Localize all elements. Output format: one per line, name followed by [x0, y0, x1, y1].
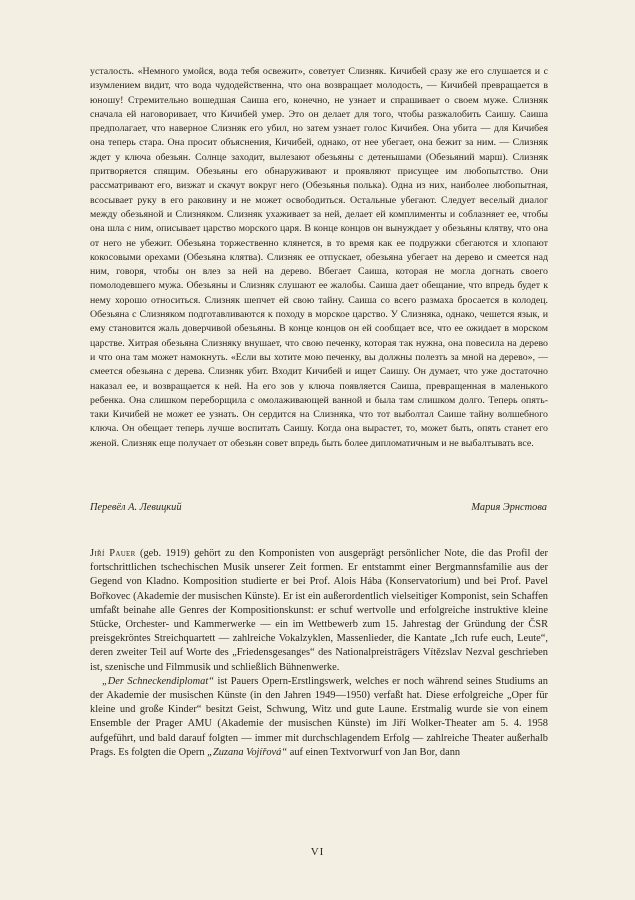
opera-title: „Der Schneckendiplomat“ — [102, 675, 214, 687]
translator-credit: Перевёл А. Левицкий — [90, 502, 182, 513]
bio-paragraph: Jiří Pauer (geb. 1919) gehört zu den Komponisten von ausgeprägt persönlicher Note, die das Profil der fortschrittlichen tschechischen Musik unserer Zeit formen. Er entstammt einer Bergmannsfamilie aus der Gegend von Kladno. Komposition studierte er bei Prof. Alois Hába (Konservatorium) und bei Prof. Pavel Bořkovec (Akademie der musischen Künste). Er ist ein außerordentlich vielseitiger Komponist, sein Schaffen umfaßt beinahe alle Genres der Kompositionskunst: er schuf wertvolle und erfolgreiche instruktive kleine Stücke, Orchester- und Kammerwerke — ein im Wettbewerb zum 15. Jahrestag der Gründung der ČSR preisgekröntes Streichquartett — zahlreiche Vokalzyklen, Massenlieder, die Kantate „Ich rufe euch, Leute“, deren zweiter Teil auf Worte des „Friedensgesanges“ des Nationalpreisträgers Vítězslav Nezval geschrieben ist, szenische und Filmmusik und schließlich Bühnenwerke. — [90, 548, 548, 673]
composer-name: Jiří Pauer — [90, 548, 136, 559]
russian-synopsis: усталость. «Немного умойся, вода тебя освежит», советует Слизняк. Кичибей сразу же его слушается и с изумлением видит, что вода чудодейственна, что она возвращает молодость, — Кичибей превращается в юношу! Стремительно вошедшая Саиша его, конечно, не узнает и спрашивает о своем муже. Слизняк сначала ей наговоривает, что Кичибей умер. Это он делает для того, чтобы разжалобить Саишу. Саиша предполагает, что наверное Слизняк его убил, но затем узнает голос Кичибея. Она убита — для Кичибея она теперь стара. Она просит объяснения, Кичибей, однако, от нее убегает, она бежит за ним. — Слизняк ждет у ключа обезьян. Солнце заходит, вылезают обезьяны с детенышами (Обезьяний марш). Слизняк притворяется спящим. Обезьяны его обнаруживают и проявляют присущее им любопытство. Они рассматривают его, визжат и скачут вокруг него (Обезьянья полька). Одна из них, наиболее любопытная, всосывает руку в его раковину и не может освободиться. Остальные убегают. Следует веселый диалог между обезьяной и Слизняком. Слизняк ухаживает за ней, делает ей комплименты и соблазняет ее, чтобы она шла с ним, описывает царство морского царя. В конце концов он вынуждает у обезьяны клятву, что она от него не убежит. Обезьяна торжественно клянется, в то время как ее подружки сбегаются и хлопают кокосовыми орехами (Обезьяна клятва). Слизняк ее отпускает, обезьяна убегает на дерево и смеется над ним, говоря, чтобы он влез за ней на дерево. Вбегает Саиша, которая не могла догнать своего помолодевшего мужа. Обезьяны и Слизняк слушают ее жалобы. Саиша дает обещание, что впредь будет к нему хорошо относиться. Слизняк шепчет ей свою тайну. Саиша со всего размаха бросается в колодец. Обезьяна с Слизняком подготавливаются к походу в морское царство. У Слизняка, однако, чешется язык, и ему становится жаль доверчивой обезьяны. В конце концов он ей сообщает все, что ее ожидает в морском царстве. Хитрая обезьяна Слизняку внушает, что свою печенку, которая так нужна, она повесила на дерево и что она там может намокнуть. «Если вы хотите мою печенку, вы должны полезть за мной на дерево», — смеется обезьяна с дерева. Слизняк убит. Входит Кичибей и ищет Саишу. Он думает, что уже достаточно наказал ее, и возвращается к ней. На его зов у ключа появляется Саиша, превращенная в маленького ребенка. Она слишком переборщила с омолаживающей ванной и была там слишком долго. Теперь опять-таки Кичибей не может ее узнать. Он сердится на Слизняка, что тот выболтал Саише тайну волшебного ключа. Он обещает теперь лучше воспитать Саишу. Когда она вырастет, то, может быть, опять станет его женой. Слизняк еще получает от обезьян совет впредь быть более дипломатичным и не выбалтывать все. — [90, 66, 548, 449]
opera-title-2: „Zuzana Vojířová“ — [207, 746, 288, 758]
german-biography — [90, 547, 548, 760]
opera-paragraph: „Der Schneckendiplomat“ ist Pauers Opern-Erstlingswerk, welches er noch während seines Studiums an der Akademie der musischen Künste (in den Jahren 1949—1950) verfaßt hat. Diese erfolgreiche „Oper für kleine und große Kinder“ besitzt Geist, Schwung, Witz und gute Laune. Erstmalig wurde sie von einem Ensemble der Prager AMU (Akademie der musischen Künste) im Jiří Wolker-Theater am 5. 4. 1958 aufgeführt, und bald darauf folgten — immer mit durchschlagendem Erfolg — zahlreiche Theater außerhalb Prags. Es folgten die Opern „Zuzana Vojířová“ auf einen Textvorwurf von Jan Bor, dann — [90, 675, 548, 758]
page-number: VI — [310, 846, 325, 858]
author-credit: Мария Эрнстова — [471, 502, 547, 513]
